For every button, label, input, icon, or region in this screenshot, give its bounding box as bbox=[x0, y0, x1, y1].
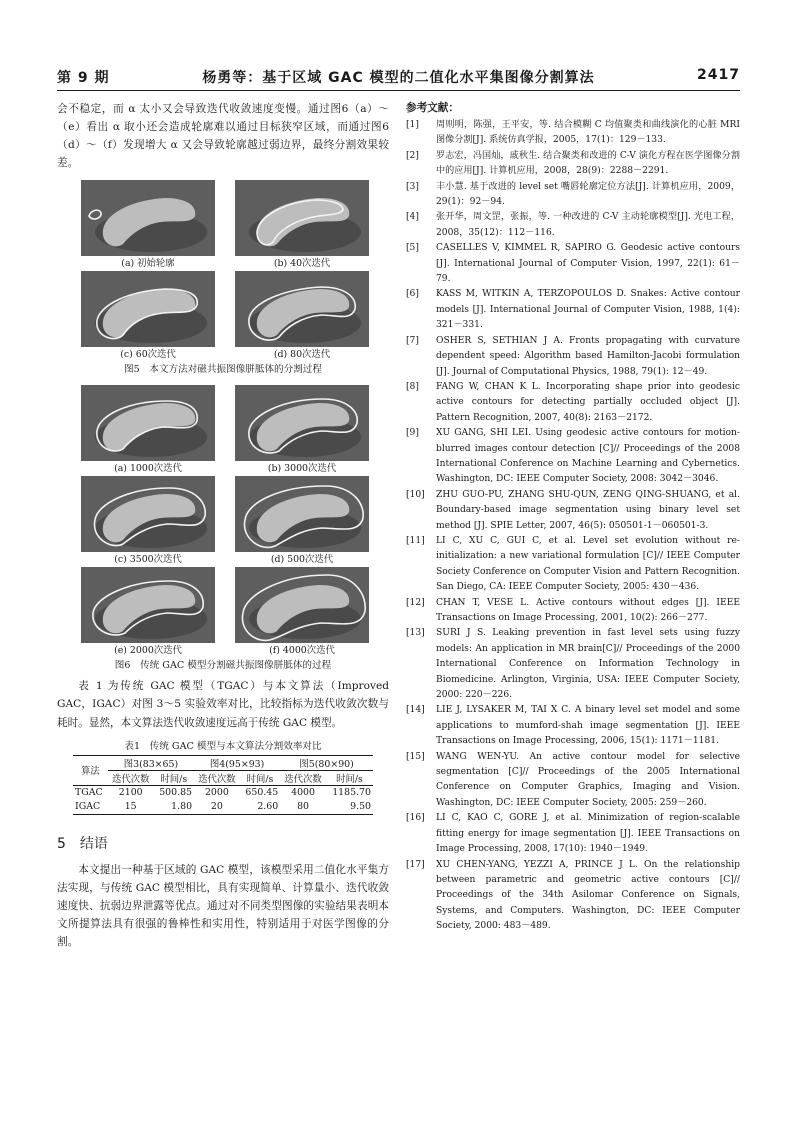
reference-number: [2] bbox=[406, 150, 419, 161]
fig6-panel-f bbox=[235, 567, 369, 658]
reference-number: [6] bbox=[406, 289, 419, 300]
fig6-caption-d: (d) 500次迭代 bbox=[270, 554, 334, 566]
fig5-panel-d bbox=[235, 271, 369, 362]
mri-image bbox=[81, 476, 215, 552]
mri-image bbox=[235, 567, 369, 643]
table-cell: TGAC bbox=[75, 787, 103, 799]
table-subheader: 迭代次数 bbox=[108, 770, 154, 785]
reference-item bbox=[406, 380, 740, 426]
mri-image bbox=[235, 271, 369, 347]
reference-text: LIE J, LYSAKER M, TAI X C. A binary level set model and some applications to mumford-shah image segmentation [J]. IEEE Transactions on Image Processing, 2006, 15(1): 1171－1181. bbox=[436, 705, 740, 747]
table-corner: 算法 bbox=[73, 755, 108, 785]
reference-text: ZHU GUO-PU, ZHANG SHU-QUN, ZENG QING-SHUANG, et al. Boundary-based image segmentation using binary level set method [J]. SPIE Letter, 2007, 46(5): 050501-1－060501-3. bbox=[436, 489, 740, 531]
reference-text: KASS M, WITKIN A, TERZOPOULOS D. Snakes: Active contour models [J]. International Journal of Computer Vision, 1988, 1(4): 321－331. bbox=[436, 289, 740, 331]
figure-6-title: 图6 传统 GAC 模型分割磁共振图像胼胝体的过程 bbox=[114, 660, 332, 672]
reference-number: [15] bbox=[406, 751, 425, 762]
fig6-caption-a: (a) 1000次迭代 bbox=[114, 463, 182, 475]
reference-text: LI C, KAO C, GORE J, et al. Minimization of region-scalable fitting energy for image segmentation [J]. IEEE Transactions on Image Processing, 2008, 17(10): 1940－1949. bbox=[436, 813, 740, 855]
table-intro-paragraph: 表 1 为传统 GAC 模型（TGAC）与本文算法（Improved GAC，IGAC）对图 3～5 实验效率对比，比较指标为迭代收敛次数与耗时。显然，本文算法迭代收敛速度远高于传统 GAC 模型。 bbox=[57, 680, 389, 729]
reference-text: 罗志宏，冯国灿，戚秋生. 结合聚类和改进的 C-V 演化方程在医学图像分割中的应用[J]. 计算机应用，2008，28(9)：2288－2291. bbox=[436, 150, 740, 177]
table-row bbox=[73, 800, 373, 815]
fig6-caption-e: (e) 2000次迭代 bbox=[114, 645, 182, 657]
table-cell: 1185.70 bbox=[332, 787, 371, 799]
table-cell: 1.80 bbox=[154, 800, 195, 815]
reference-item bbox=[406, 210, 740, 241]
table-cell: 500.85 bbox=[159, 787, 193, 799]
fig6-panel-b bbox=[235, 385, 369, 476]
table-cell: 2100 bbox=[118, 787, 143, 799]
section-heading bbox=[57, 833, 389, 853]
fig6-caption-c: (c) 3500次迭代 bbox=[114, 554, 182, 566]
table-cell: 15 bbox=[108, 800, 154, 815]
mri-image bbox=[235, 385, 369, 461]
reference-item bbox=[406, 149, 740, 180]
figure-5-title: 图5 本文方法对磁共振图像胼胝体的分割过程 bbox=[124, 364, 322, 376]
reference-number: [1] bbox=[406, 120, 419, 130]
reference-item bbox=[406, 534, 740, 596]
reference-number: [3] bbox=[406, 181, 419, 192]
reference-item bbox=[406, 626, 740, 703]
fig5-panel-c bbox=[81, 271, 215, 362]
fig5-caption-c: (c) 60次迭代 bbox=[120, 349, 176, 361]
reference-list bbox=[406, 118, 740, 935]
fig5-caption-d: (d) 80次迭代 bbox=[273, 349, 331, 361]
reference-item bbox=[406, 334, 740, 380]
table-subheader: 迭代次数 bbox=[194, 770, 240, 785]
reference-number: [11] bbox=[406, 535, 425, 546]
reference-number: [5] bbox=[406, 243, 419, 254]
table-cell: 650.45 bbox=[245, 787, 279, 799]
reference-item bbox=[406, 488, 740, 534]
reference-text: CASELLES V, KIMMEL R, SAPIRO G. Geodesic active contours [J]. International Journal of Computer Vision, 1997, 22(1): 61－79. bbox=[436, 243, 740, 285]
reference-text: FANG W, CHAN K L. Incorporating shape prior into geodesic active contours for detecting partially occluded object [J]. Pattern Recognition, 2007, 40(8): 2163－2172. bbox=[436, 381, 740, 423]
figure-5 bbox=[81, 180, 369, 362]
reference-number: [17] bbox=[406, 859, 425, 870]
reference-number: [14] bbox=[406, 705, 425, 716]
left-column bbox=[57, 100, 389, 951]
reference-number: [4] bbox=[406, 212, 419, 223]
table-row bbox=[73, 785, 373, 800]
reference-number: [9] bbox=[406, 428, 419, 439]
table-subheader: 时间/s bbox=[240, 770, 281, 785]
issue-label: 第 9 期 bbox=[57, 70, 110, 86]
table-group-header: 图3(83×65) bbox=[108, 755, 194, 770]
fig6-panel-d bbox=[235, 476, 369, 567]
table-1-title: 表1 传统 GAC 模型与本文算法分割效率对比 bbox=[124, 740, 322, 752]
table-subheader: 时间/s bbox=[326, 770, 373, 785]
fig6-caption-f: (f) 4000次迭代 bbox=[269, 645, 335, 657]
reference-item bbox=[406, 180, 740, 211]
header-rule bbox=[57, 90, 740, 91]
reference-text: WANG WEN-YU. An active contour model for selective segmentation [C]// Proceedings of the 2005 International Conference on Computer Graphics, Imaging and Vision. Washington, DC: IEEE Computer Society, 2005: 259－260. bbox=[436, 751, 740, 808]
reference-number: [7] bbox=[406, 335, 419, 346]
table-cell: 80 bbox=[280, 800, 326, 815]
fig5-panel-a bbox=[81, 180, 215, 271]
table-subheader: 迭代次数 bbox=[280, 770, 326, 785]
running-title: 杨勇等：基于区域 GAC 模型的二值化水平集图像分割算法 bbox=[202, 70, 595, 86]
mri-image bbox=[81, 567, 215, 643]
table-cell: 4000 bbox=[291, 787, 315, 799]
reference-text: 丰小慧. 基于改进的 level set 嘴唇轮廓定位方法[J]. 计算机应用，2009，29(1)：92－94. bbox=[436, 181, 740, 208]
reference-number: [13] bbox=[406, 628, 425, 639]
section-title: 结语 bbox=[79, 835, 108, 852]
reference-item bbox=[406, 118, 740, 149]
conclusion-paragraph: 本文提出一种基于区域的 GAC 模型，该模型采用二值化水平集方法实现，与传统 GAC 模型相比，具有实现简单、计算量小、迭代收敛速度快、抗弱边界泄露等优点。通过对不同类型图像的实验结果表明本文所提算法具有很强的鲁棒性和实用性，特别适用于对医学图像的分割。 bbox=[57, 863, 389, 949]
references-column bbox=[406, 100, 740, 935]
fig6-panel-a bbox=[81, 385, 215, 476]
page-number: 2417 bbox=[697, 67, 740, 83]
reference-number: [8] bbox=[406, 381, 419, 392]
fig5-caption-a: (a) 初始轮廓 bbox=[121, 258, 175, 270]
intro-paragraph: 会不稳定，而 α 太小又会导致迭代收敛速度变慢。通过图6（a）～（e）看出 α 取小还会造成轮廓难以通过目标狭窄区域，而通过图6（d）～（f）发现增大 α 又会导致轮廓越过弱边界，最终分割效果较差。 bbox=[57, 103, 389, 170]
section-number: 5 bbox=[57, 835, 66, 852]
mri-image bbox=[81, 180, 215, 256]
reference-number: [10] bbox=[406, 489, 425, 500]
reference-text: OSHER S, SETHIAN J A. Fronts propagating with curvature dependent speed: Algorithm based Hamilton-Jacobi formulation [J]. Journal of Computational Physics, 1988, 79(1): 12－49. bbox=[436, 335, 740, 377]
references-title: 参考文献： bbox=[406, 102, 459, 114]
reference-item bbox=[406, 703, 740, 749]
reference-item bbox=[406, 287, 740, 333]
mri-image bbox=[81, 385, 215, 461]
reference-text: XU CHEN-YANG, YEZZI A, PRINCE J L. On the relationship between parametric and geometric active contours [C]// Proceedings of the 34th Asilomar Conference on Signals, Systems, and Computers. Washington, DC: IEEE Computer Society, 2000: 483－489. bbox=[436, 859, 740, 932]
table-group-header: 图5(80×90) bbox=[280, 755, 373, 770]
reference-item bbox=[406, 811, 740, 857]
reference-text: CHAN T, VESE L. Active contours without edges [J]. IEEE Transactions on Image Processing, 2001, 10(2): 266－277. bbox=[436, 597, 740, 623]
reference-number: [12] bbox=[406, 597, 425, 608]
running-header bbox=[57, 64, 740, 88]
results-table bbox=[73, 755, 373, 815]
table-group-header: 图4(95×93) bbox=[194, 755, 280, 770]
reference-item bbox=[406, 596, 740, 627]
fig5-caption-b: (b) 40次迭代 bbox=[273, 258, 331, 270]
figure-6 bbox=[81, 385, 369, 658]
reference-text: 张开华，周文罡，张振，等. 一种改进的 C-V 主动轮廓模型[J]. 光电工程，2008，35(12)：112－116. bbox=[436, 212, 740, 238]
table-cell: 2000 bbox=[204, 787, 229, 799]
reference-text: SURI J S. Leaking prevention in fast level sets using fuzzy models: An application in MR brain[C]// Proceedings of the 2000 International Conference on Information Technology in Biomedicine. Arlington, Virginia, USA: IEEE Computer Society, 2000: 220－226. bbox=[436, 628, 740, 701]
reference-text: XU GANG, SHI LEI. Using geodesic active contours for motion-blurred images contour detection [C]// Proceedings of the 2008 International Conference on Machine Learning and Cybernetics. Washington, DC: IEEE Computer Society, 2008: 3042－3046. bbox=[436, 428, 740, 485]
reference-item bbox=[406, 750, 740, 812]
table-cell: 20 bbox=[194, 800, 240, 815]
table-cell: 2.60 bbox=[240, 800, 281, 815]
table-cell: 9.50 bbox=[326, 800, 373, 815]
reference-item bbox=[406, 426, 740, 488]
fig6-caption-b: (b) 3000次迭代 bbox=[267, 463, 337, 475]
reference-text: LI C, XU C, GUI C, et al. Level set evolution without re-initialization: a new variational formulation [C]// IEEE Computer Society Conference on Computer Vision and Pattern Recognition. San Diego, CA: IEEE Computer Society, 2005: 430－436. bbox=[436, 535, 740, 593]
table-subheader: 时间/s bbox=[154, 770, 195, 785]
fig6-panel-c bbox=[81, 476, 215, 567]
reference-item bbox=[406, 858, 740, 935]
mri-image bbox=[81, 271, 215, 347]
reference-number: [16] bbox=[406, 813, 425, 824]
mri-image bbox=[235, 476, 369, 552]
reference-text: 周则明，陈强，王平安，等. 结合模糊 C 均值聚类和曲线演化的心脏 MRI 图像分割[J]. 系统仿真学报，2005，17(1)：129－133. bbox=[436, 120, 740, 146]
fig5-panel-b bbox=[235, 180, 369, 271]
fig6-panel-e bbox=[81, 567, 215, 658]
table-cell: IGAC bbox=[73, 800, 108, 815]
reference-item bbox=[406, 241, 740, 287]
mri-image bbox=[235, 180, 369, 256]
